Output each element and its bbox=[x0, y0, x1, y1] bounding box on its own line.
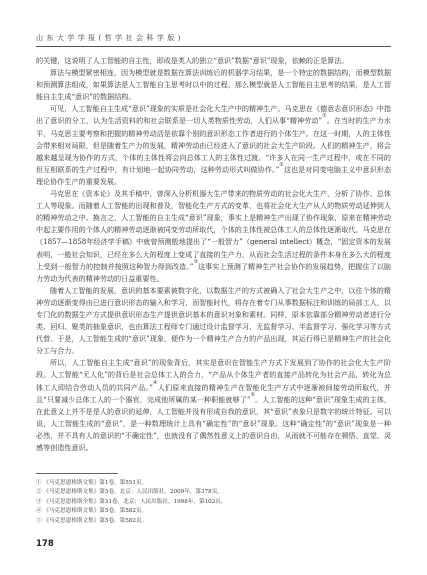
body-paragraph bbox=[36, 285, 391, 358]
body-paragraph bbox=[36, 67, 391, 103]
paragraph-text: 马克思在《资本论》及其手稿中，曾深入分析机器大生产带来的物质劳动的社会化大生产，分析了协作、总体工人等现象。而随着人工智能的出现和普及，智能化生产方式的变革，也将社会化大生产从人的物质劳动延伸到人的精神劳动之中。换言之，人工智能的自主生成“意识”现象，事实上是精神生产出现了协作现象，原来在精神劳动中起主要作用的个体人的精神劳动逐渐被同变劳动所取代，个体的主体性被总体工人的总体性逐渐取代。马克思在《1857—1858年经济学手稿》中就曾预测般地提出了“一般智力”（general intellect）概念，“固定资本的发展表明，一般社会知识，已经在多么大的程度上变成了直接的生产力，从而社会生活过程的条件本身在多么大的程度上受到一般智力的控制并按照这种智力得到改造。” bbox=[36, 189, 391, 271]
body-paragraph bbox=[36, 357, 391, 454]
footnote-marker[interactable]: ① bbox=[322, 113, 327, 120]
header-rule bbox=[36, 46, 391, 47]
page-number: 178 bbox=[36, 539, 54, 549]
body-paragraph bbox=[36, 55, 391, 67]
footnote-item: ③ 《马克思恩格斯全集》第31卷，北京：人民出版社，1998年，第102页。 bbox=[36, 498, 227, 505]
footnote-rule bbox=[36, 473, 118, 474]
body-paragraph bbox=[36, 103, 391, 188]
footnote-marker[interactable]: ④ bbox=[152, 379, 158, 386]
running-header: 山 东 大 学 学 报 ( 哲 学 社 会 科 学 版 ) bbox=[36, 34, 182, 42]
paragraph-text: 随着人工智能的发展，意识的基本要素被数字化，以数据生产的方式被确入了社会大生产之中，以往个体的精神劳动逐渐变得由已进行意识形态的输入和学习，而智能时代，将存在着专门从事数据标注和训练的局部工人，以专门化的数据生产方式提供意识形态生产提供意识基本的意识对象和素材。同样，原本依靠部分精神劳动者进行分类、回归、聚类的抽象意识，也由算法工程师专门通过设计监督学习、无监督学习、半监督学习、强化学习等方式代替。于是，人工智能生成的“意识”现象，便作为一个精神生产合力的产品出现，其运行得已是精神生产的社会化分工与合力。 bbox=[36, 285, 391, 356]
paragraph-text: 这也是对同变电脑主义中意识形态理论协作生产的重要发展。 bbox=[36, 164, 392, 186]
paragraph-text: 可见，人工智能自主生成“意识”现象的实质是社会化大生产中的精神生产。马克思在《德意志意识形态》中指出了意识的分工，认为生活资料的和社会联系是一切人类物质性劳动，人们从事“精神劳动” bbox=[36, 104, 391, 126]
body-paragraph bbox=[36, 188, 391, 285]
paragraph-text: 。在当时的生产力水平，马克思主要考察和把握的精神劳动活是依靠个别的意识形态工作者进行的个体生产。在这一时期，人的主体性会带来相对局限，但是随着生产力的发展，精神劳动由已经进入了意识的社会大生产阶段。人们的精神生产，将会越来越呈现为协作的方式，个体的主体性将会向总体工人的主体性过渡。“许多人在同一生产过程中，或在不同的但互相联系的生产过程中，有计划地一起协同劳动，这种劳动形式叫做协作。” bbox=[36, 116, 391, 174]
paragraph-text: 算法与模型紧密相连，因为模型就是数据在算法训练后的机器学习结果，是一个特定的数据结构，而模型数据和预测算法组成，如果算法是人工智能自主思考时以中的过程，那么模型就是人工智能自主思考的结果，是人工智能自主生成“意识”的数据结构。 bbox=[36, 68, 391, 102]
paragraph-text: 这事实上预测了精神生产社会协作的发展趋势，把握住了以脑力劳动为代表的精神劳动的日益重要性。 bbox=[36, 261, 392, 283]
footnote-item: ① 《马克思恩格斯文集》第1卷，第551页。 bbox=[36, 480, 148, 486]
paragraph-text: 所以，人工智能自主生成“意识”的现象背后，其实是意识在智能生产方式下发展到了协作的社会化大生产阶段。人工智能“无人化”的背后是社会总体工人的合力，“产品从个体生产者的直接产品转化为社会产品，转化为总体工人即结合劳动人员的共同产品。” bbox=[36, 358, 391, 392]
article-body bbox=[36, 55, 391, 454]
paragraph-text: 的关键，这说明了人工智能的自主性，即成是类人的独立“意识”数据“意识”现象，依赖的正是算法。 bbox=[36, 56, 349, 65]
footnote-marker[interactable]: ③ bbox=[193, 258, 198, 265]
footnotes bbox=[36, 479, 391, 526]
footnote-item: ② 《马克思恩格斯文集》第5卷，北京：人民出版社，2009年，第378页。 bbox=[36, 489, 223, 496]
footnote-marker[interactable]: ⑤ bbox=[250, 391, 256, 398]
footnote-item: ⑤ 《马克思恩格斯文集》第5卷，第582页。 bbox=[36, 517, 148, 524]
paragraph-text: 人们原来直接的精神生产在智能化生产方式中逐渐被间接劳动所取代，并且“只要减少总体工人的一个器官，完成他所属的某一种职能就够了” bbox=[36, 382, 392, 404]
footnote-item: ④ 《马克思恩格斯文集》第5卷，第582页。 bbox=[36, 508, 148, 515]
footnote-marker[interactable]: ② bbox=[279, 161, 284, 168]
paragraph-text: 。人工智能的这种“意识”现象生成的主体，在此意义上并不是是人的意识的延伸，人工智能并没有形成自我的意识，其“意识”表象只是数字的统计特征。可以说，人工智能生成的“意识”，是一种数理统计上具有“确定性”的“意识”现象。这种“确定性”的“意识”现象是一种必然，并不具有人的意识的“不确定性”，也就没有了偶然性意义上的意识自由，从而就不可能存在顿悟、直觉、灵感等创造性意识。 bbox=[36, 394, 391, 452]
